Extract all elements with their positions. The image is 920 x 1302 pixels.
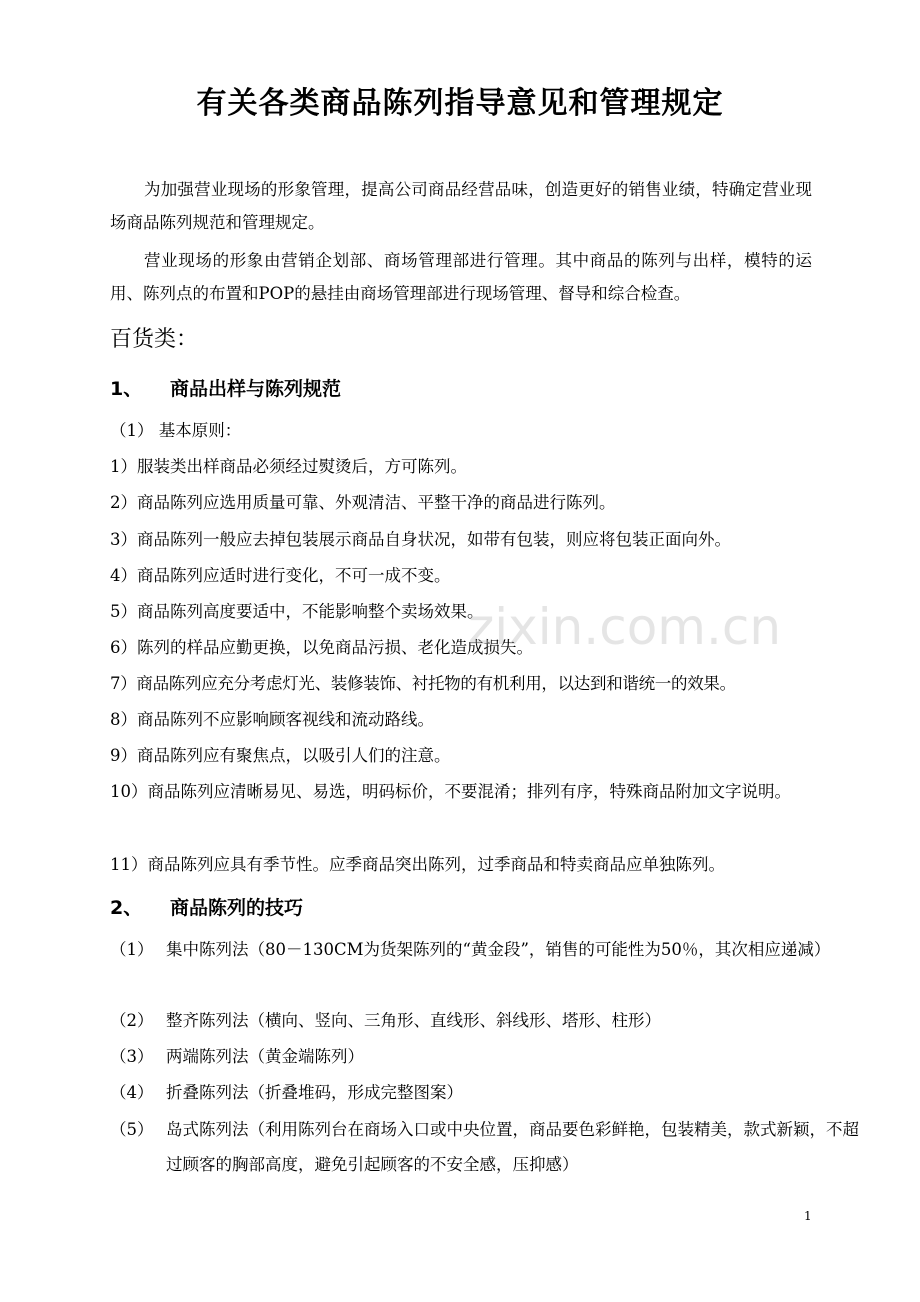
section-title-general-merchandise: 百货类： — [110, 327, 199, 352]
subsection-number: 1、 — [110, 378, 143, 400]
document-title: 有关各类商品陈列指导意见和管理规定 — [196, 86, 724, 121]
intro-paragraph-1: 为加强营业现场的形象管理，提高公司商品经营品味，创造更好的销售业绩，特确定营业现场商品陈列规范和管理规定。 — [110, 180, 812, 232]
principle-item: 9）商品陈列应有聚焦点，以吸引人们的注意。 — [110, 746, 451, 765]
technique-text: 折叠陈列法（折叠堆码，形成完整图案） — [166, 1083, 463, 1102]
subsection-heading-display-standards — [110, 374, 341, 401]
technique-label: （5） — [110, 1120, 154, 1139]
technique-label: （1） — [110, 940, 154, 959]
technique-item — [110, 932, 868, 967]
technique-item — [110, 1047, 812, 1067]
principle-item: 8）商品陈列不应影响顾客视线和流动路线。 — [110, 710, 434, 729]
principle-item: 11）商品陈列应具有季节性。应季商品突出陈列，过季商品和特卖商品应单独陈列。 — [110, 855, 725, 874]
subsection-title: 商品陈列的技巧 — [170, 897, 304, 919]
principle-item: 2）商品陈列应选用质量可靠、外观清洁、平整干净的商品进行陈列。 — [110, 493, 616, 512]
principle-item: 10）商品陈列应清晰易见、易选，明码标价，不要混淆；排列有序，特殊商品附加文字说明。 — [110, 782, 791, 801]
principle-item: 1）服装类出样商品必须经过熨烫后，方可陈列。 — [110, 457, 467, 476]
technique-text: 整齐陈列法（横向、竖向、三角形、直线形、斜线形、塔形、柱形） — [166, 1011, 661, 1030]
principle-item: 7）商品陈列应充分考虑灯光、装修装饰、衬托物的有机利用，以达到和谐统一的效果。 — [110, 674, 736, 693]
technique-label: （4） — [110, 1083, 154, 1102]
page-number: 1 — [804, 1209, 812, 1223]
technique-item — [110, 1112, 868, 1182]
principle-heading: （1） 基本原则： — [110, 421, 242, 440]
principle-item: 3）商品陈列一般应去掉包装展示商品自身状况，如带有包装，则应将包装正面向外。 — [110, 530, 731, 549]
technique-text: 集中陈列法（80－130CM为货架陈列的“黄金段”，销售的可能性为50％，其次相应递减） — [166, 940, 831, 959]
technique-text: 两端陈列法（黄金端陈列） — [166, 1047, 364, 1066]
technique-label: （2） — [110, 1011, 154, 1030]
subsection-heading-display-techniques — [110, 893, 303, 920]
subsection-title: 商品出样与陈列规范 — [170, 378, 342, 400]
technique-item — [110, 1083, 812, 1103]
watermark: zixin.com.cn — [468, 598, 782, 656]
subsection-number: 2、 — [110, 897, 143, 919]
principle-item: 4）商品陈列应适时进行变化，不可一成不变。 — [110, 566, 451, 585]
intro-paragraph-2: 营业现场的形象由营销企划部、商场管理部进行管理。其中商品的陈列与出样，模特的运用、陈列点的布置和POP的悬挂由商场管理部进行现场管理、督导和综合检查。 — [110, 251, 812, 303]
technique-label: （3） — [110, 1047, 154, 1066]
principle-item: 6）陈列的样品应勤更换，以免商品污损、老化造成损失。 — [110, 638, 533, 657]
technique-text: 岛式陈列法（利用陈列台在商场入口或中央位置，商品要色彩鲜艳，包装精美，款式新颖，不超过顾客的胸部高度，避免引起顾客的不安全感，压抑感） — [166, 1120, 859, 1174]
principle-item: 5）商品陈列高度要适中，不能影响整个卖场效果。 — [110, 602, 484, 621]
technique-item — [110, 1011, 812, 1031]
